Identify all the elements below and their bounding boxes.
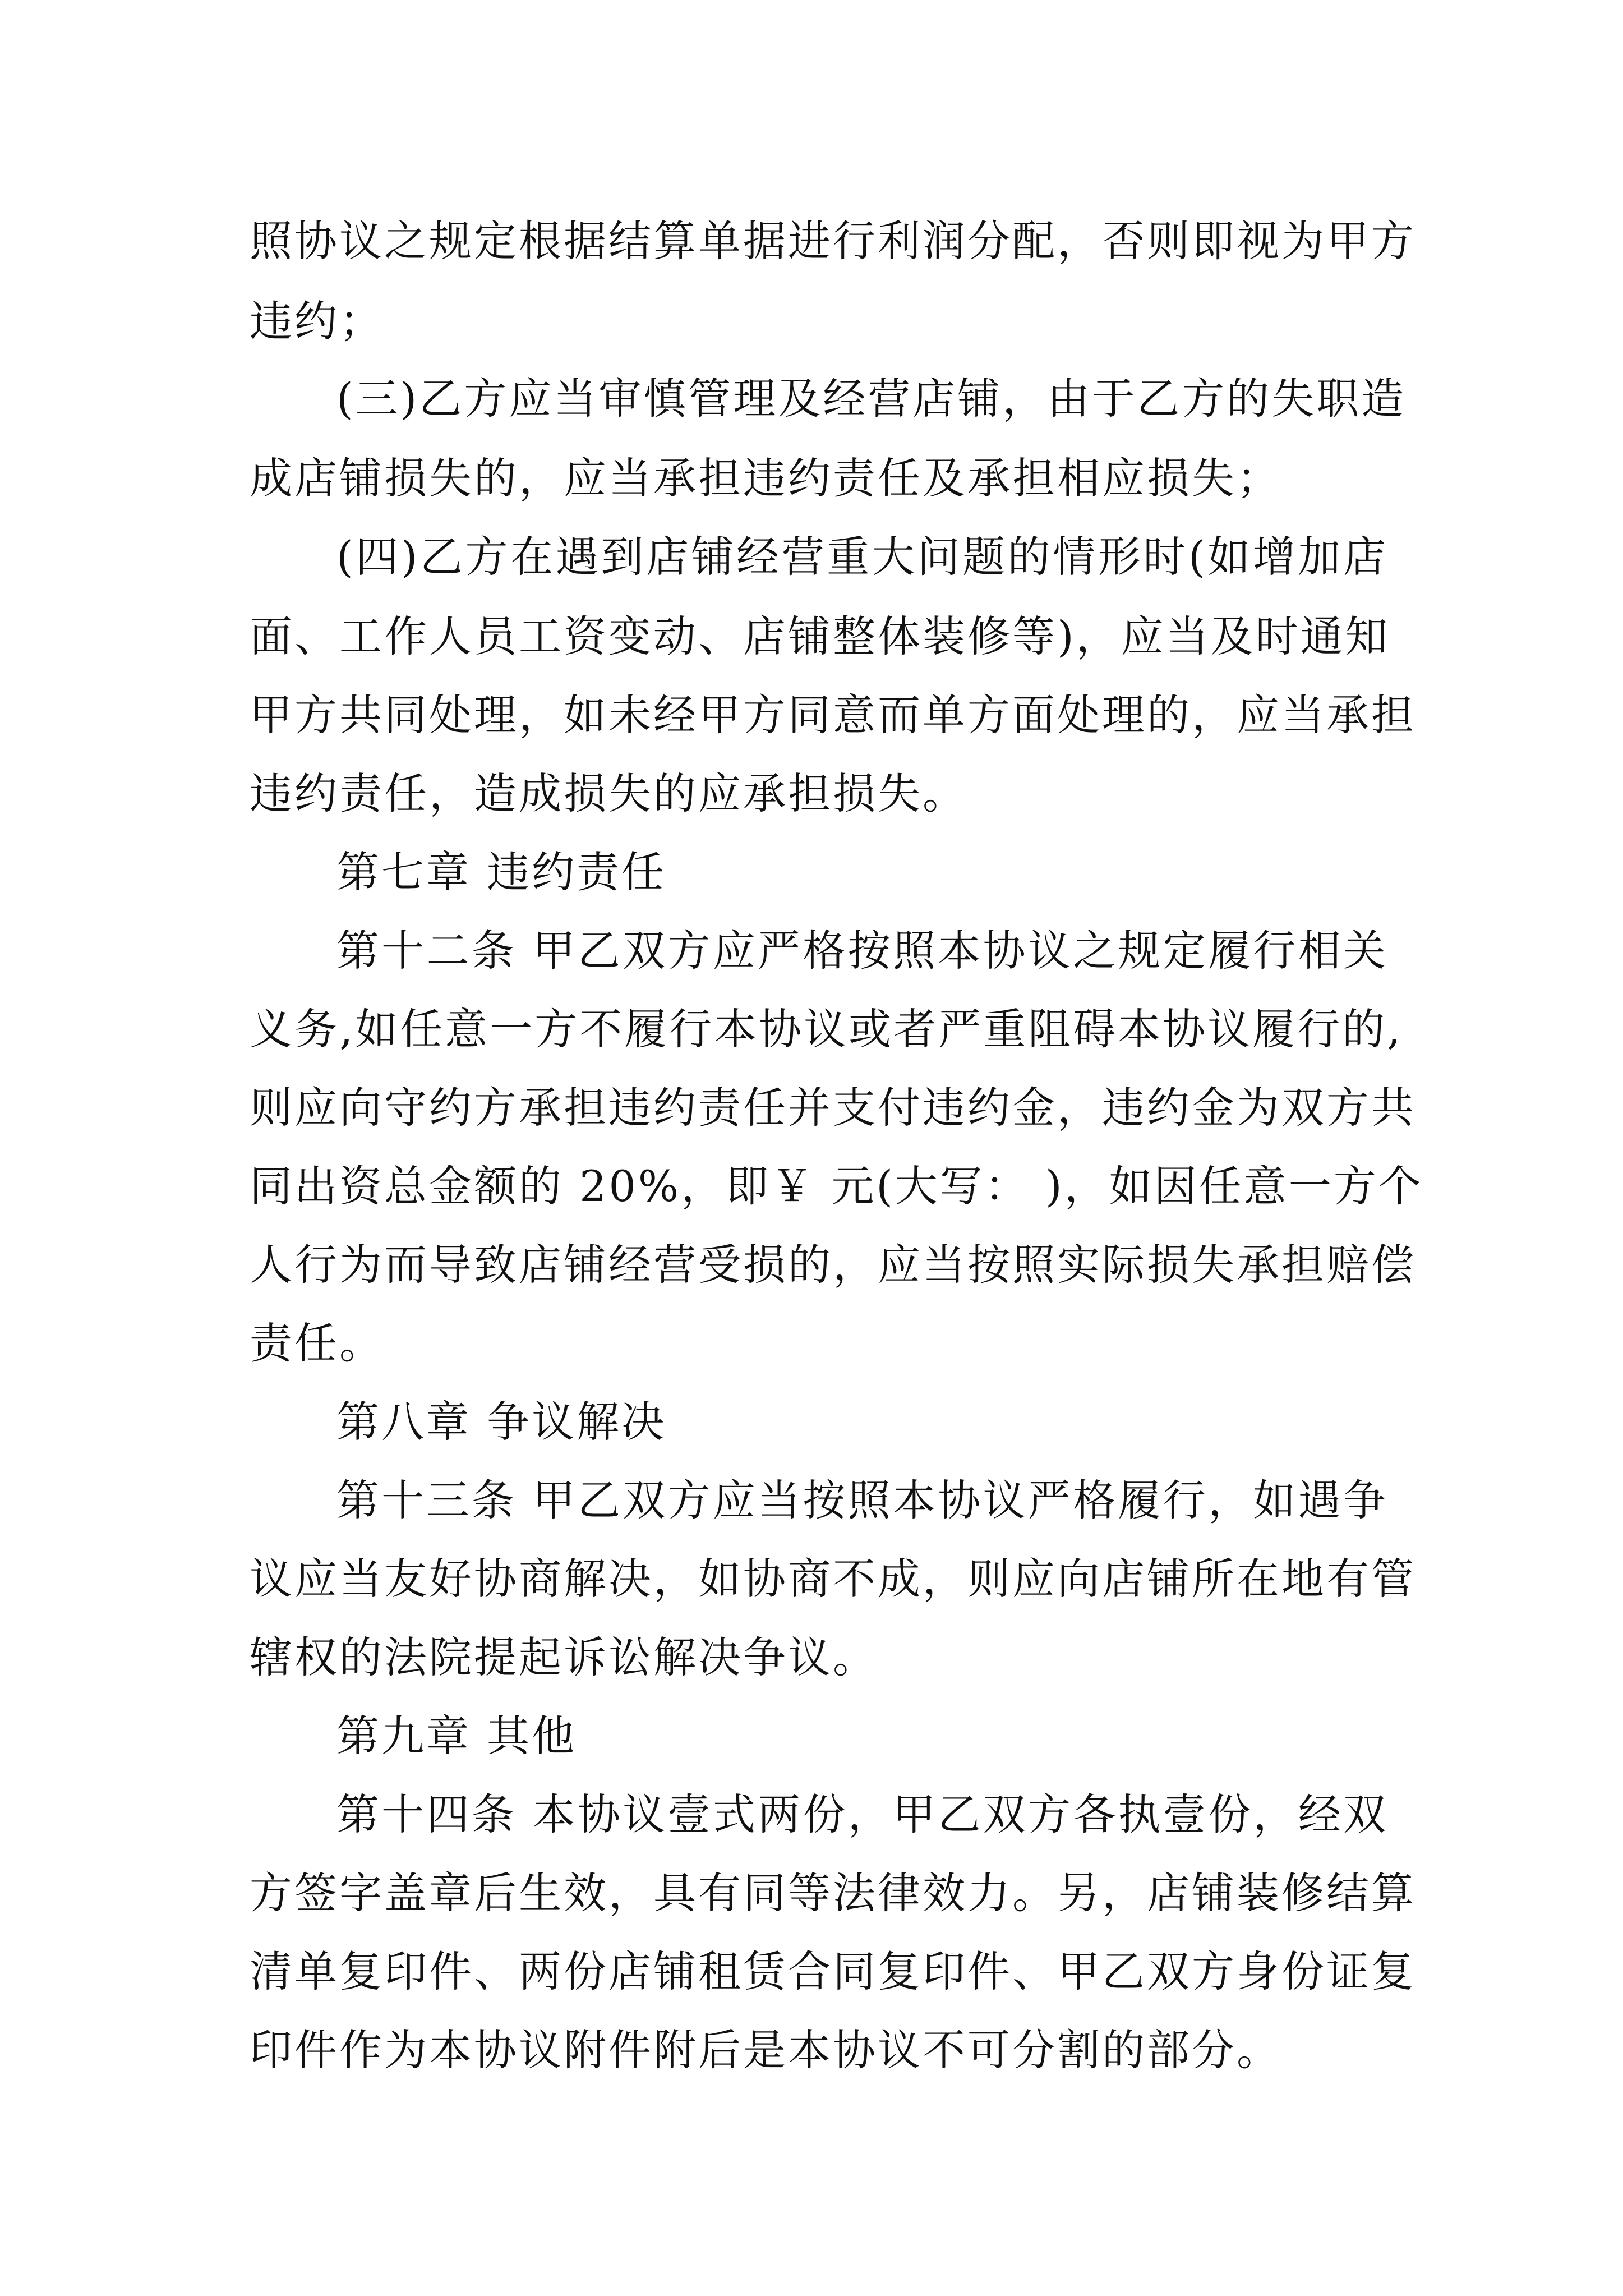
text-line: 则应向守约方承担违约责任并支付违约金，违约金为双方共: [250, 1083, 1416, 1133]
text-line: 人行为而导致店铺经营受损的，应当按照实际损失承担赔偿: [250, 1240, 1416, 1290]
text-line: 照协议之规定根据结算单据进行利润分配，否则即视为甲方: [250, 216, 1416, 266]
text-line: 责任。: [250, 1318, 384, 1368]
chapter-heading: 第八章 争议解决: [336, 1397, 667, 1447]
text-line: 议应当友好协商解决，如协商不成，则应向店铺所在地有管: [250, 1554, 1416, 1604]
text-line: 违约；: [250, 296, 384, 346]
text-line: 方签字盖章后生效，具有同等法律效力。另，店铺装修结算: [250, 1868, 1416, 1918]
chapter-heading: 第七章 违约责任: [336, 847, 667, 897]
text-line: (四)乙方在遇到店铺经营重大问题的情形时(如增加店: [336, 532, 1388, 582]
text-line: 违约责任，造成损失的应承担损失。: [250, 769, 967, 818]
text-line: (三)乙方应当审慎管理及经营店铺，由于乙方的失职造: [336, 374, 1407, 424]
text-line: 甲方共同处理，如未经甲方同意而单方面处理的，应当承担: [250, 690, 1416, 740]
chapter-heading: 第九章 其他: [336, 1711, 577, 1761]
text-line: 第十二条 甲乙双方应严格按照本协议之规定履行相关: [336, 926, 1388, 976]
text-line: 第十三条 甲乙双方应当按照本协议严格履行，如遇争: [336, 1475, 1388, 1525]
text-line: 义务,如任意一方不履行本协议或者严重阻碍本协议履行的,: [250, 1004, 1403, 1054]
text-line: 第十四条 本协议壹式两份，甲乙双方各执壹份，经双: [336, 1789, 1388, 1839]
text-line: 面、工作人员工资变动、店铺整体装修等)，应当及时通知: [250, 611, 1390, 661]
text-line: 印件作为本协议附件附后是本协议不可分割的部分。: [250, 2025, 1281, 2075]
text-line: 成店铺损失的，应当承担违约责任及承担相应损失；: [250, 453, 1281, 503]
text-line: 同出资总金额的 20%，即￥ 元(大写： )，如因任意一方个: [250, 1161, 1423, 1211]
text-line: 辖权的法院提起诉讼解决争议。: [250, 1632, 878, 1682]
text-line: 清单复印件、两份店铺租赁合同复印件、甲乙双方身份证复: [250, 1947, 1416, 1996]
